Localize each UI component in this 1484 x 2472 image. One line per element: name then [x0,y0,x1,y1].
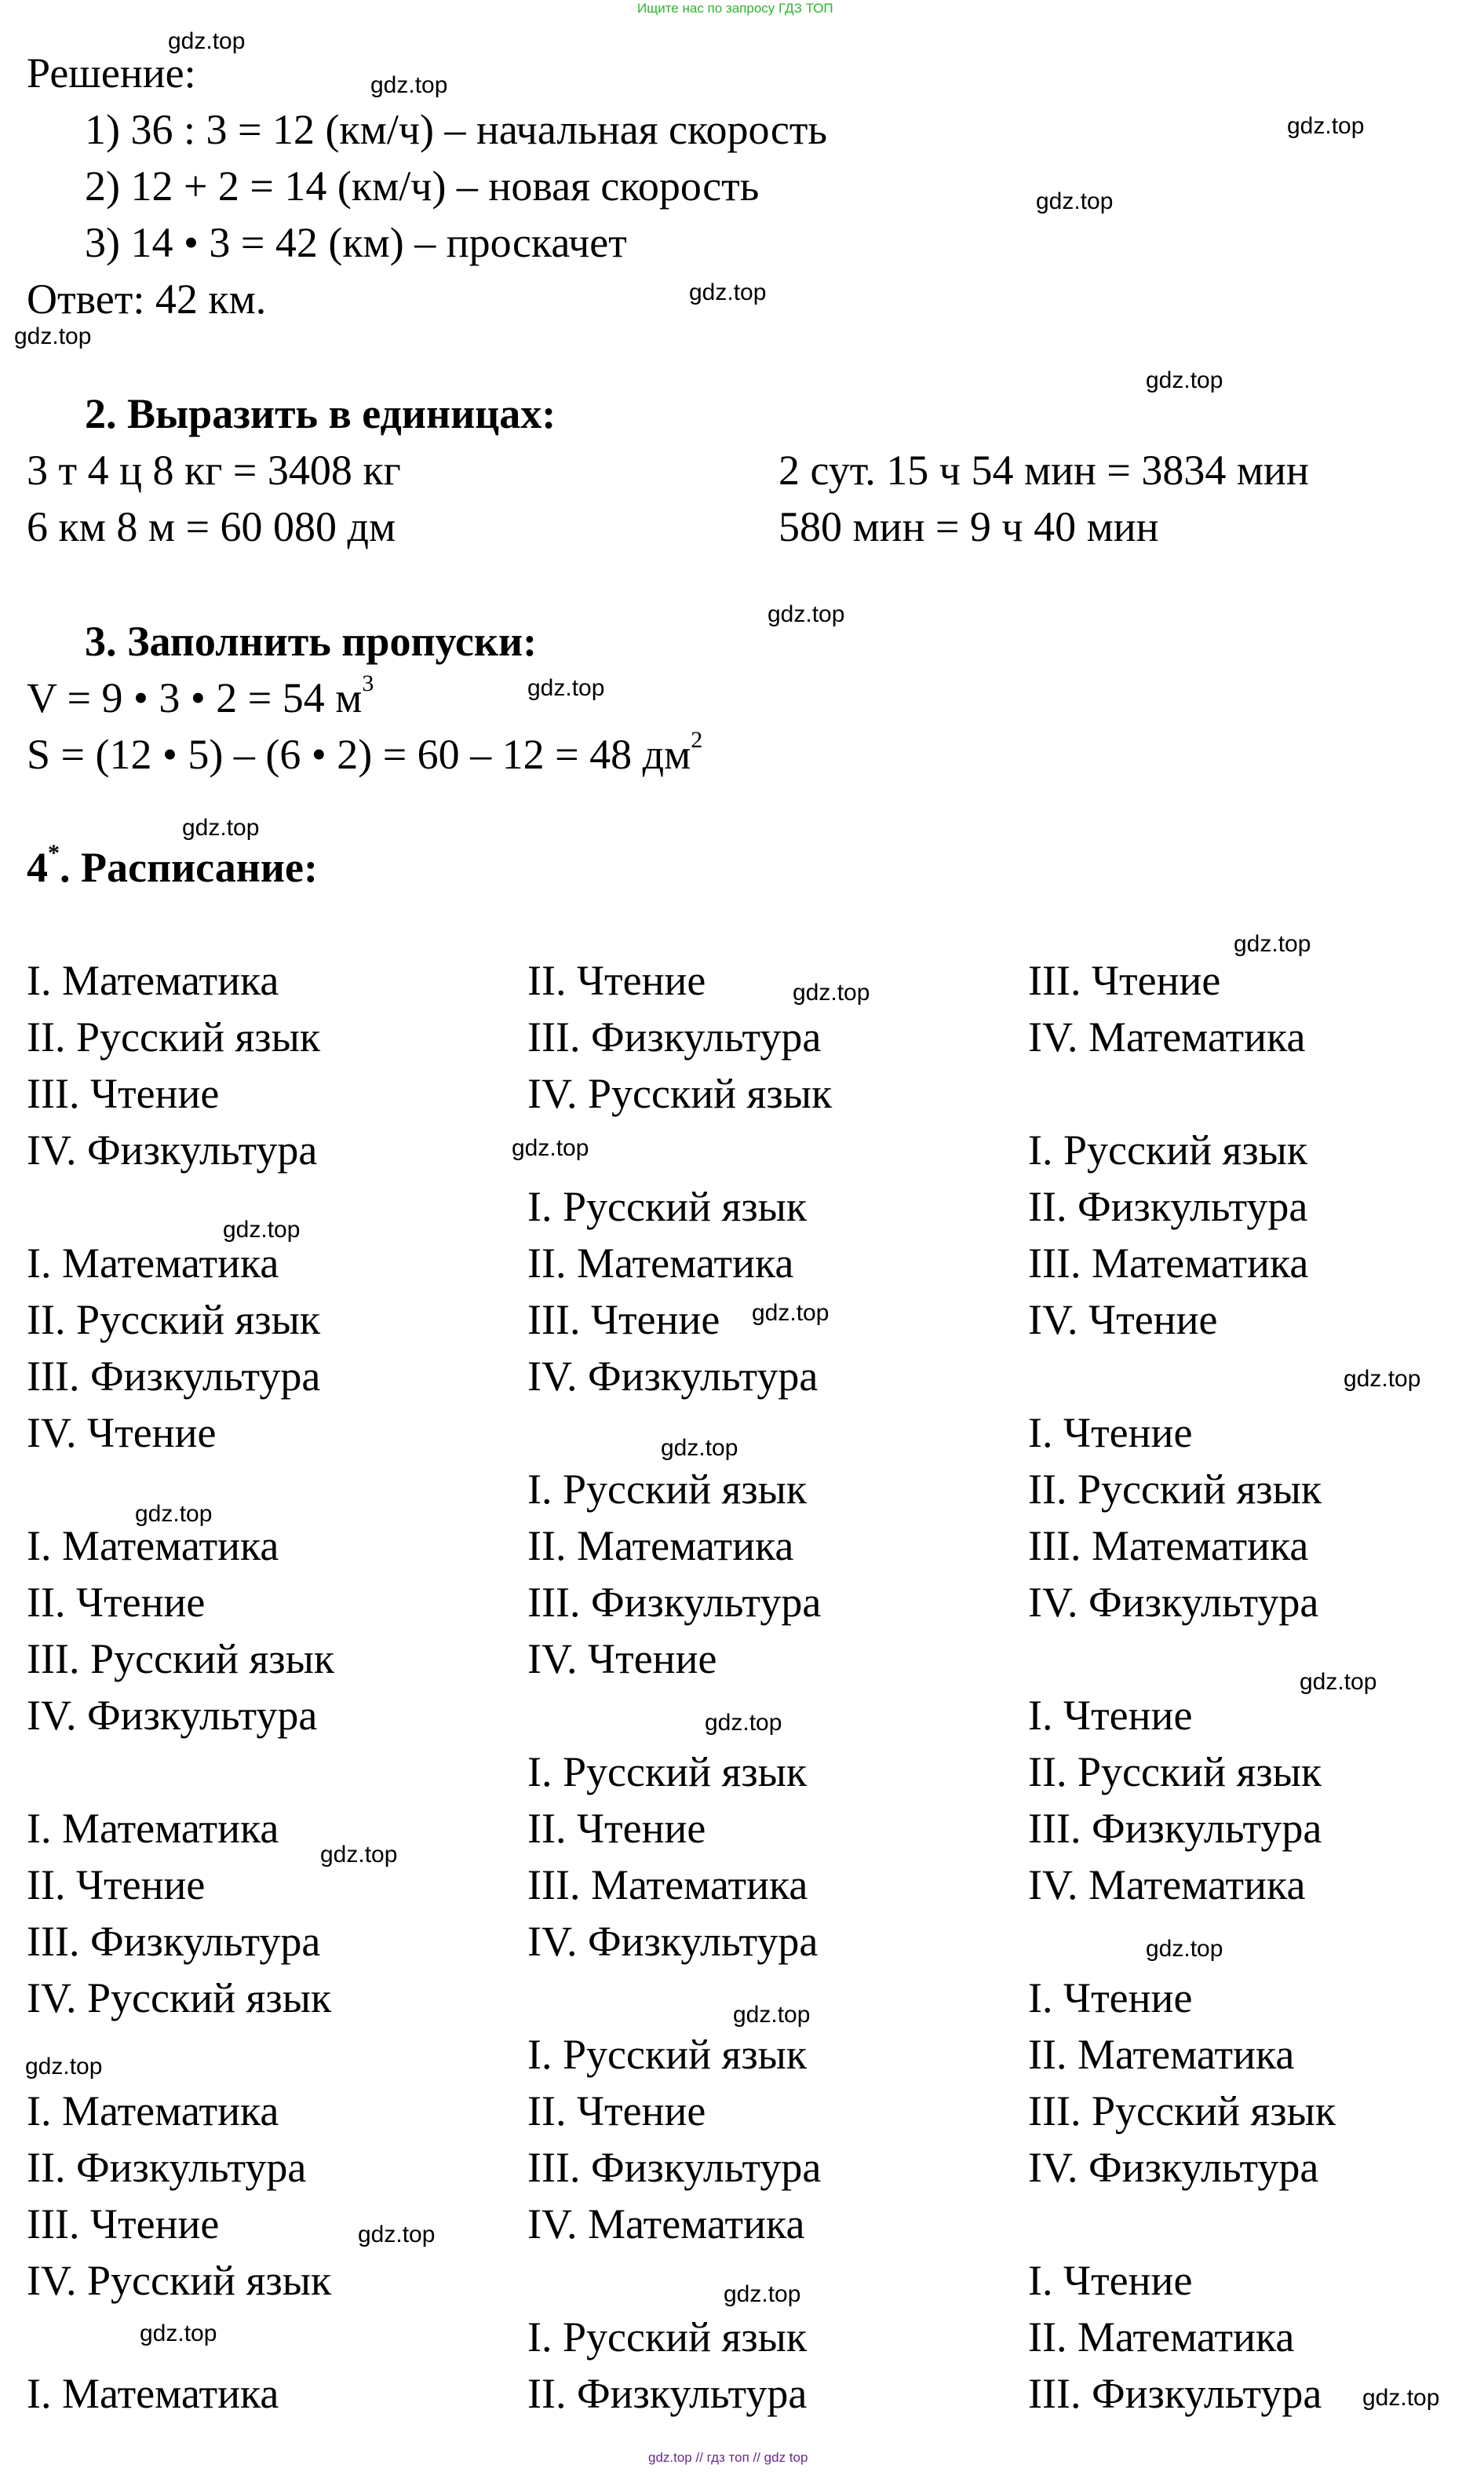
solution-step-1: 1) 36 : 3 = 12 (км/ч) – начальная скорость [85,106,828,153]
task4-title [27,840,318,891]
schedule-item: III. Русский язык [27,1635,335,1682]
schedule-item: II. Русский язык [1028,1748,1322,1795]
watermark: gdz.top [724,2281,801,2307]
schedule-item: II. Чтение [527,1805,706,1852]
watermark: gdz.top [1234,931,1311,957]
solution-step-2: 2) 12 + 2 = 14 (км/ч) – новая скорость [85,162,760,210]
schedule-item: I. Русский язык [527,2031,808,2078]
schedule-item: I. Математика [27,1522,279,1569]
task3-area [27,727,703,778]
schedule-item: III. Чтение [1028,957,1221,1004]
schedule-item: II. Русский язык [27,1013,321,1061]
schedule-item: II. Русский язык [1028,1466,1322,1513]
schedule-item: II. Русский язык [27,1296,321,1343]
schedule-item: IV. Чтение [1028,1296,1218,1343]
task3-area-exponent: 2 [691,727,703,753]
watermark: gdz.top [1146,367,1223,393]
schedule-item: III. Физкультура [527,1013,822,1061]
task4-title-number: 4 [27,844,48,891]
watermark: gdz.top [168,28,246,54]
task2-left-2: 6 км 8 м = 60 080 дм [27,503,396,550]
footer-note: gdz.top // гдз топ // gdz top [648,2450,808,2465]
schedule-item: II. Чтение [27,1579,206,1626]
task3-volume-expr: V = 9 • 3 • 2 = 54 м [27,674,363,721]
schedule-item: II. Математика [1028,2313,1295,2361]
schedule-item: II. Математика [527,1522,794,1569]
task3-volume-exponent: 3 [362,670,374,696]
schedule-item: II. Физкультура [1028,1183,1308,1230]
schedule-item: III. Математика [527,1861,808,1908]
schedule-item: IV. Чтение [527,1635,717,1682]
watermark: gdz.top [14,323,92,349]
schedule-item: IV. Русский язык [527,1070,833,1117]
schedule-item: IV. Физкультура [527,1918,819,1965]
task3-volume [27,670,374,721]
schedule-item: I. Русский язык [527,1466,808,1513]
schedule-item: IV. Физкультура [1028,2144,1319,2191]
watermark: gdz.top [135,1501,213,1527]
schedule-item: III. Физкультура [1028,2370,1322,2417]
schedule-item: IV. Физкультура [27,1126,318,1174]
schedule-item: I. Русский язык [527,1748,808,1795]
schedule-item: III. Физкультура [27,1353,321,1400]
watermark: gdz.top [358,2222,436,2247]
schedule-item: II. Математика [527,1240,794,1287]
watermark: gdz.top [527,675,605,701]
watermark: gdz.top [512,1135,589,1161]
schedule-item: IV. Русский язык [27,2257,332,2304]
watermark: gdz.top [140,2320,217,2346]
schedule-item: I. Чтение [1028,1409,1193,1456]
schedule-item: I. Математика [27,2370,279,2417]
schedule-item: III. Физкультура [527,2144,822,2191]
schedule-item: IV. Физкультура [27,1692,318,1739]
task2-right-2: 580 мин = 9 ч 40 мин [778,503,1159,550]
schedule-item: I. Чтение [1028,1974,1193,2021]
schedule-item: II. Математика [1028,2031,1295,2078]
task4-title-star: * [48,840,60,866]
header-note: Ищите нас по запросу ГДЗ ТОП [637,1,833,16]
schedule-item: IV. Математика [1028,1013,1306,1061]
solution-title: Решение: [27,49,196,97]
watermark: gdz.top [705,1710,782,1736]
schedule-item: III. Русский язык [1028,2087,1336,2134]
task2-title: 2. Выразить в единицах: [85,390,556,437]
schedule-item: IV. Чтение [27,1409,217,1456]
task2-left-1: 3 т 4 ц 8 кг = 3408 кг [27,447,401,494]
schedule-item: I. Чтение [1028,1692,1193,1739]
schedule-item: I. Математика [27,1805,279,1852]
watermark: gdz.top [1287,113,1365,139]
schedule-item: III. Чтение [527,1296,720,1343]
schedule-item: II. Физкультура [527,2370,808,2417]
watermark: gdz.top [1362,2385,1440,2411]
schedule-item: I. Русский язык [1028,1126,1308,1174]
solution-answer: Ответ: 42 км. [27,276,267,323]
schedule-item: I. Математика [27,1240,279,1287]
schedule-item: II. Чтение [27,1861,206,1908]
schedule-item: III. Математика [1028,1240,1309,1287]
watermark: gdz.top [661,1435,738,1461]
solution-step-3: 3) 14 • 3 = 42 (км) – проскачет [85,219,627,266]
watermark: gdz.top [223,1217,301,1243]
schedule-item: I. Русский язык [527,1183,808,1230]
schedule-item: II. Чтение [527,2087,706,2134]
schedule-item: I. Чтение [1028,2257,1193,2304]
schedule-item: I. Математика [27,957,279,1004]
watermark: gdz.top [752,1300,830,1326]
watermark: gdz.top [768,601,845,627]
schedule-item: III. Чтение [27,2200,220,2247]
watermark: gdz.top [320,1842,398,1868]
schedule-item: IV. Математика [527,2200,805,2247]
watermark: gdz.top [25,2054,103,2079]
schedule-item: III. Математика [1028,1522,1309,1569]
schedule-item: III. Физкультура [1028,1805,1322,1852]
watermark: gdz.top [1344,1366,1421,1392]
watermark: gdz.top [1300,1669,1377,1695]
schedule-item: IV. Физкультура [527,1353,819,1400]
schedule-item: III. Чтение [27,1070,220,1117]
watermark: gdz.top [370,72,448,98]
watermark: gdz.top [793,980,870,1006]
task4-title-text: . Расписание: [60,844,318,891]
watermark: gdz.top [1036,188,1114,214]
task3-title: 3. Заполнить пропуски: [85,618,538,665]
schedule-item: I. Математика [27,2087,279,2134]
schedule-item: IV. Физкультура [1028,1579,1319,1626]
watermark: gdz.top [182,815,260,841]
schedule-item: III. Физкультура [27,1918,321,1965]
watermark: gdz.top [733,2002,811,2028]
schedule-item: II. Физкультура [27,2144,307,2191]
schedule-item: III. Физкультура [527,1579,822,1626]
schedule-item: IV. Математика [1028,1861,1306,1908]
schedule-item: I. Русский язык [527,2313,808,2361]
schedule-item: IV. Русский язык [27,1974,332,2021]
watermark: gdz.top [689,279,767,305]
task3-area-expr: S = (12 • 5) – (6 • 2) = 60 – 12 = 48 дм [27,731,691,778]
task2-right-1: 2 сут. 15 ч 54 мин = 3834 мин [778,447,1309,494]
schedule-item: II. Чтение [527,957,706,1004]
watermark: gdz.top [1146,1936,1223,1962]
